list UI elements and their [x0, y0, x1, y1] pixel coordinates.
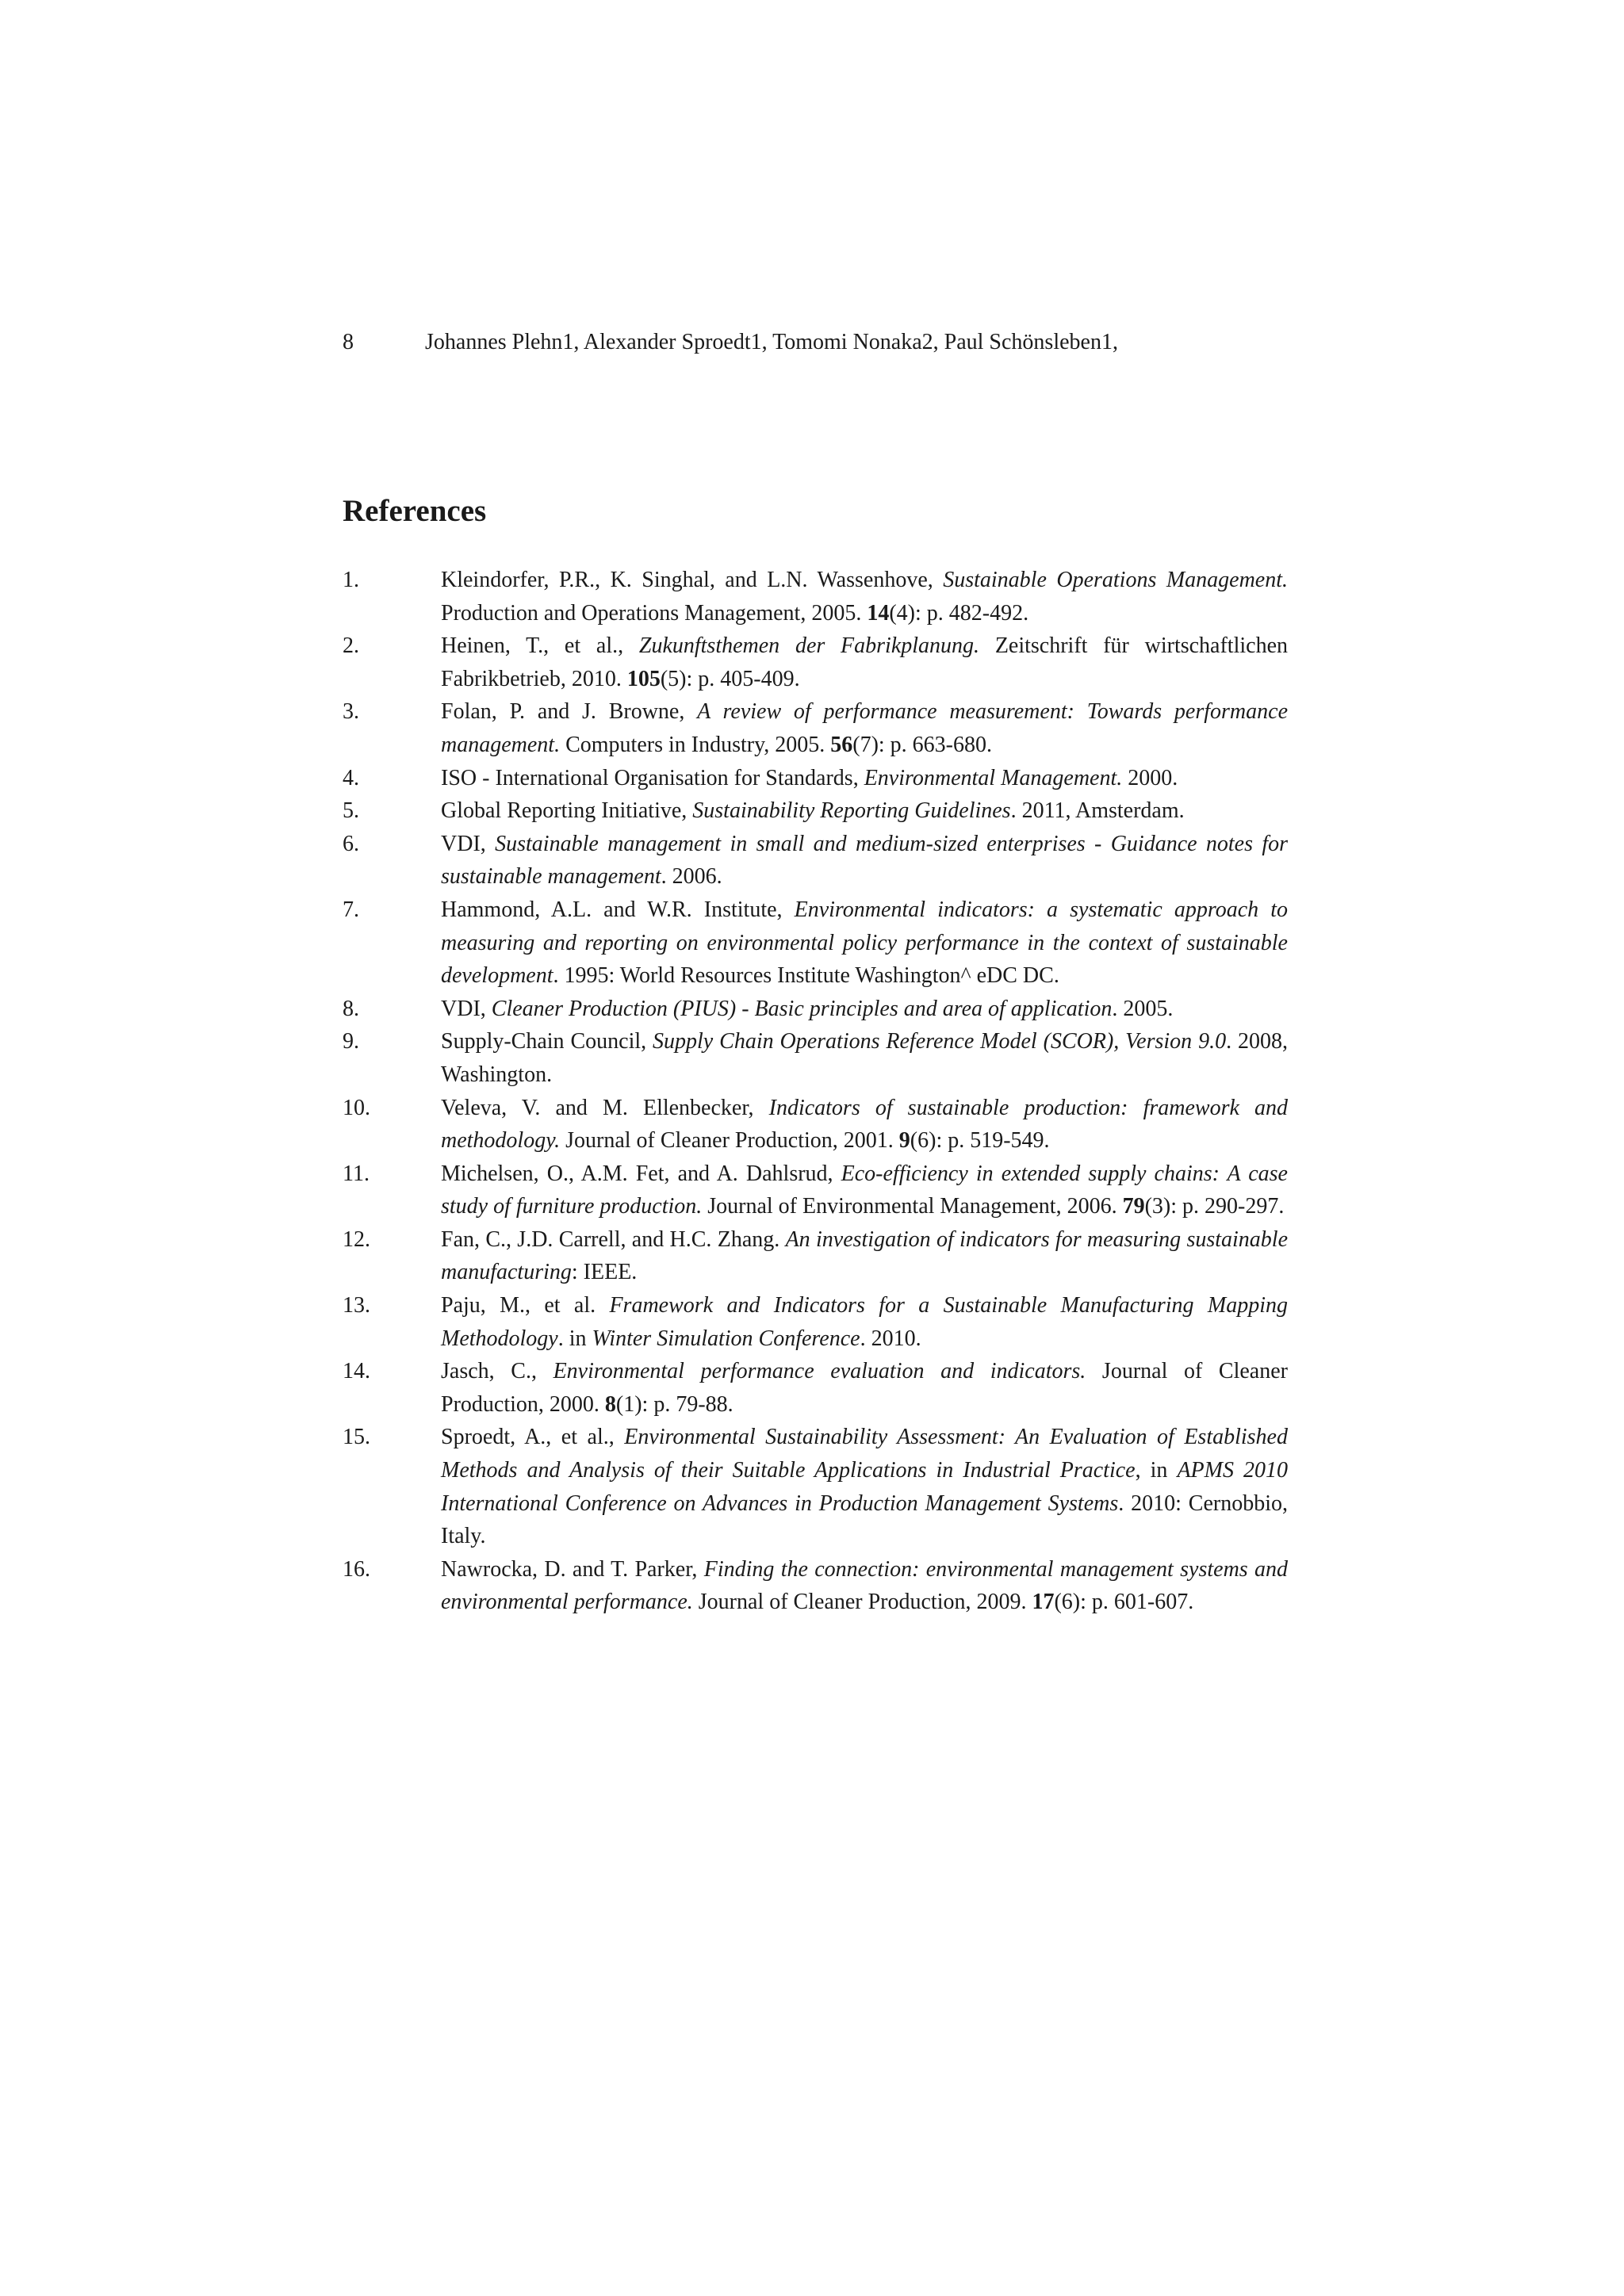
- reference-item: [343, 1223, 1288, 1289]
- reference-title-italic: Environmental Sustainability Assessment: An Evaluation of Established Methods and Analysis of their Suitable Applications in Industrial Practice: [441, 1425, 1288, 1483]
- reference-item: [343, 762, 1288, 795]
- reference-text: [441, 629, 1288, 695]
- reference-item: [343, 1025, 1288, 1091]
- reference-number: 13.: [343, 1293, 370, 1318]
- reference-volume-bold: 8: [604, 1391, 616, 1417]
- reference-volume-bold: 14: [867, 600, 890, 626]
- reference-text-run: Nawrocka, D. and T. Parker,: [441, 1556, 704, 1582]
- reference-title-italic: Zukunftsthemen der Fabrikplanung.: [638, 633, 980, 659]
- reference-number: 14.: [343, 1359, 370, 1384]
- reference-text-run: . 2011, Amsterdam.: [1010, 798, 1185, 824]
- reference-text: [441, 695, 1288, 761]
- reference-text-run: Folan, P. and J. Browne,: [441, 699, 698, 725]
- reference-text: [441, 1092, 1288, 1158]
- reference-item: [343, 564, 1288, 629]
- reference-number: 4.: [343, 765, 359, 790]
- reference-item: [343, 1289, 1288, 1355]
- reference-number: 5.: [343, 798, 359, 824]
- reference-text: [441, 1421, 1288, 1552]
- reference-text-run: (3): p. 290-297.: [1144, 1194, 1285, 1219]
- reference-item: [343, 794, 1288, 828]
- reference-number: 3.: [343, 699, 359, 725]
- reference-item: [343, 695, 1288, 761]
- reference-text-run: Michelsen, O., A.M. Fet, and A. Dahlsrud,: [441, 1161, 841, 1186]
- author-list: Johannes Plehn1, Alexander Sproedt1, Tomomi Nonaka2, Paul Schönsleben1,: [425, 330, 1118, 354]
- reference-item: [343, 1355, 1288, 1421]
- reference-number: 2.: [343, 633, 359, 659]
- reference-text-run: Heinen, T., et al.,: [441, 633, 639, 659]
- reference-text-run: Supply-Chain Council,: [441, 1029, 653, 1054]
- reference-item: [343, 1421, 1288, 1552]
- reference-text: [441, 1289, 1288, 1355]
- reference-text-run: Global Reporting Initiative,: [441, 798, 693, 824]
- reference-text-run: Fan, C., J.D. Carrell, and H.C. Zhang.: [441, 1226, 786, 1252]
- reference-title-italic: Supply Chain Operations Reference Model (SCOR), Version 9.0: [653, 1029, 1227, 1054]
- section-title: References: [343, 494, 487, 528]
- reference-title-italic: An investigation of indicators for measuring sustainable manufacturing: [441, 1226, 1288, 1285]
- reference-text-run: . 1995: World Resources Institute Washington^ eDC DC.: [553, 963, 1059, 989]
- reference-text-run: Paju, M., et al.: [441, 1293, 610, 1318]
- reference-title-italic: Cleaner Production (PIUS) - Basic principles and area of application: [491, 996, 1113, 1021]
- running-header: [343, 327, 1118, 358]
- reference-volume-bold: 105: [626, 666, 661, 691]
- reference-text-run: Kleindorfer, P.R., K. Singhal, and L.N. Wassenhove,: [441, 568, 944, 592]
- reference-text-run: (6): p. 519-549.: [910, 1128, 1050, 1154]
- reference-text: [441, 993, 1288, 1026]
- reference-item: [343, 1158, 1288, 1223]
- reference-number: 10.: [343, 1095, 370, 1120]
- reference-title-italic: Sustainability Reporting Guidelines: [692, 798, 1011, 824]
- reference-item: [343, 1092, 1288, 1158]
- reference-number: 6.: [343, 831, 359, 856]
- reference-title-italic: Sustainable Operations Management.: [943, 568, 1289, 592]
- reference-text-run: Jasch, C.,: [441, 1359, 553, 1384]
- reference-text: [441, 828, 1288, 894]
- reference-number: 8.: [343, 996, 359, 1021]
- reference-title-italic: A review of performance measurement: Towards performance management.: [441, 699, 1288, 757]
- reference-item: [343, 1553, 1288, 1619]
- reference-number: 11.: [343, 1161, 370, 1186]
- reference-item: [343, 828, 1288, 894]
- reference-volume-bold: 56: [830, 732, 853, 757]
- reference-number: 9.: [343, 1029, 359, 1054]
- reference-text-run: Journal of Environmental Management, 2006.: [702, 1194, 1123, 1219]
- reference-text-run: Journal of Cleaner Production, 2001.: [560, 1128, 899, 1154]
- reference-number: 1.: [343, 568, 359, 592]
- reference-text: [441, 1553, 1288, 1619]
- reference-title-italic: Environmental performance evaluation and indicators.: [553, 1359, 1086, 1384]
- reference-text-run: . 2010.: [860, 1326, 921, 1351]
- reference-text: [441, 1158, 1288, 1223]
- reference-number: 12.: [343, 1226, 370, 1252]
- reference-number: 15.: [343, 1425, 370, 1450]
- reference-text-run: . in: [557, 1326, 592, 1351]
- reference-text-run: VDI,: [441, 996, 492, 1021]
- reference-text-run: ISO - International Organisation for Standards,: [441, 765, 864, 790]
- reference-title-italic: Eco-efficiency in extended supply chains: A case study of furniture production.: [441, 1161, 1288, 1219]
- reference-text: [441, 762, 1288, 795]
- reference-item: [343, 894, 1288, 993]
- reference-number: 7.: [343, 897, 359, 922]
- reference-list: [343, 564, 1288, 1619]
- reference-text-run: Computers in Industry, 2005.: [560, 732, 831, 757]
- reference-number: 16.: [343, 1556, 370, 1582]
- reference-text-run: (1): p. 79-88.: [615, 1391, 733, 1417]
- reference-title-italic: Finding the connection: environmental management systems and environmental performance.: [441, 1556, 1288, 1615]
- reference-text-run: (6): p. 601-607.: [1054, 1590, 1194, 1615]
- reference-text-run: . 2010: Cernobbio, Italy.: [441, 1490, 1288, 1549]
- reference-volume-bold: 79: [1122, 1194, 1145, 1219]
- reference-text: [441, 1025, 1288, 1091]
- page-number: 8: [343, 330, 354, 354]
- reference-title-italic: Framework and Indicators for a Sustainable Manufacturing Mapping Methodology: [441, 1293, 1288, 1351]
- reference-volume-bold: 17: [1032, 1590, 1055, 1615]
- reference-text-run: . 2006.: [661, 864, 722, 890]
- reference-text-run: VDI,: [441, 831, 496, 856]
- reference-text-run: (4): p. 482-492.: [889, 600, 1029, 626]
- reference-text-run: Veleva, V. and M. Ellenbecker,: [441, 1095, 769, 1120]
- reference-text-run: (5): p. 405-409.: [660, 666, 800, 691]
- reference-title-italic: Environmental indicators: a systematic approach to measuring and reporting on environmental policy performance in the context of sustainable development: [441, 897, 1288, 989]
- reference-text-run: . 2008, Washington.: [441, 1029, 1288, 1087]
- reference-text-run: (7): p. 663-680.: [852, 732, 993, 757]
- reference-text: [441, 1223, 1288, 1289]
- reference-volume-bold: 9: [898, 1128, 910, 1154]
- reference-item: [343, 993, 1288, 1026]
- reference-item: [343, 629, 1288, 695]
- reference-title-italic: APMS 2010 International Conference on Advances in Production Management Systems: [441, 1458, 1288, 1516]
- reference-title-italic: Indicators of sustainable production: framework and methodology.: [441, 1095, 1288, 1154]
- reference-text-run: Journal of Cleaner Production, 2009.: [692, 1590, 1032, 1615]
- reference-text: [441, 794, 1288, 828]
- reference-title-italic: Environmental Management.: [864, 765, 1123, 790]
- reference-text-run: Sproedt, A., et al.,: [441, 1425, 625, 1450]
- reference-text-run: Hammond, A.L. and W.R. Institute,: [441, 897, 795, 922]
- reference-text-run: . 2005.: [1112, 996, 1174, 1021]
- reference-text: [441, 1355, 1288, 1421]
- reference-text-run: , in: [1135, 1458, 1178, 1483]
- reference-title-italic: Sustainable management in small and medium-sized enterprises - Guidance notes for sustainable management: [441, 831, 1289, 890]
- reference-text-run: Production and Operations Management, 2005.: [441, 600, 868, 626]
- reference-text: [441, 564, 1288, 629]
- reference-text: [441, 894, 1288, 993]
- reference-text-run: Journal of Cleaner Production, 2000.: [441, 1359, 1288, 1417]
- reference-text-run: Zeitschrift für wirtschaftlichen Fabrikbetrieb, 2010.: [441, 633, 1288, 691]
- reference-text-run: : IEEE.: [571, 1260, 638, 1285]
- reference-text-run: 2000.: [1122, 765, 1178, 790]
- reference-title-italic: Winter Simulation Conference: [592, 1326, 860, 1351]
